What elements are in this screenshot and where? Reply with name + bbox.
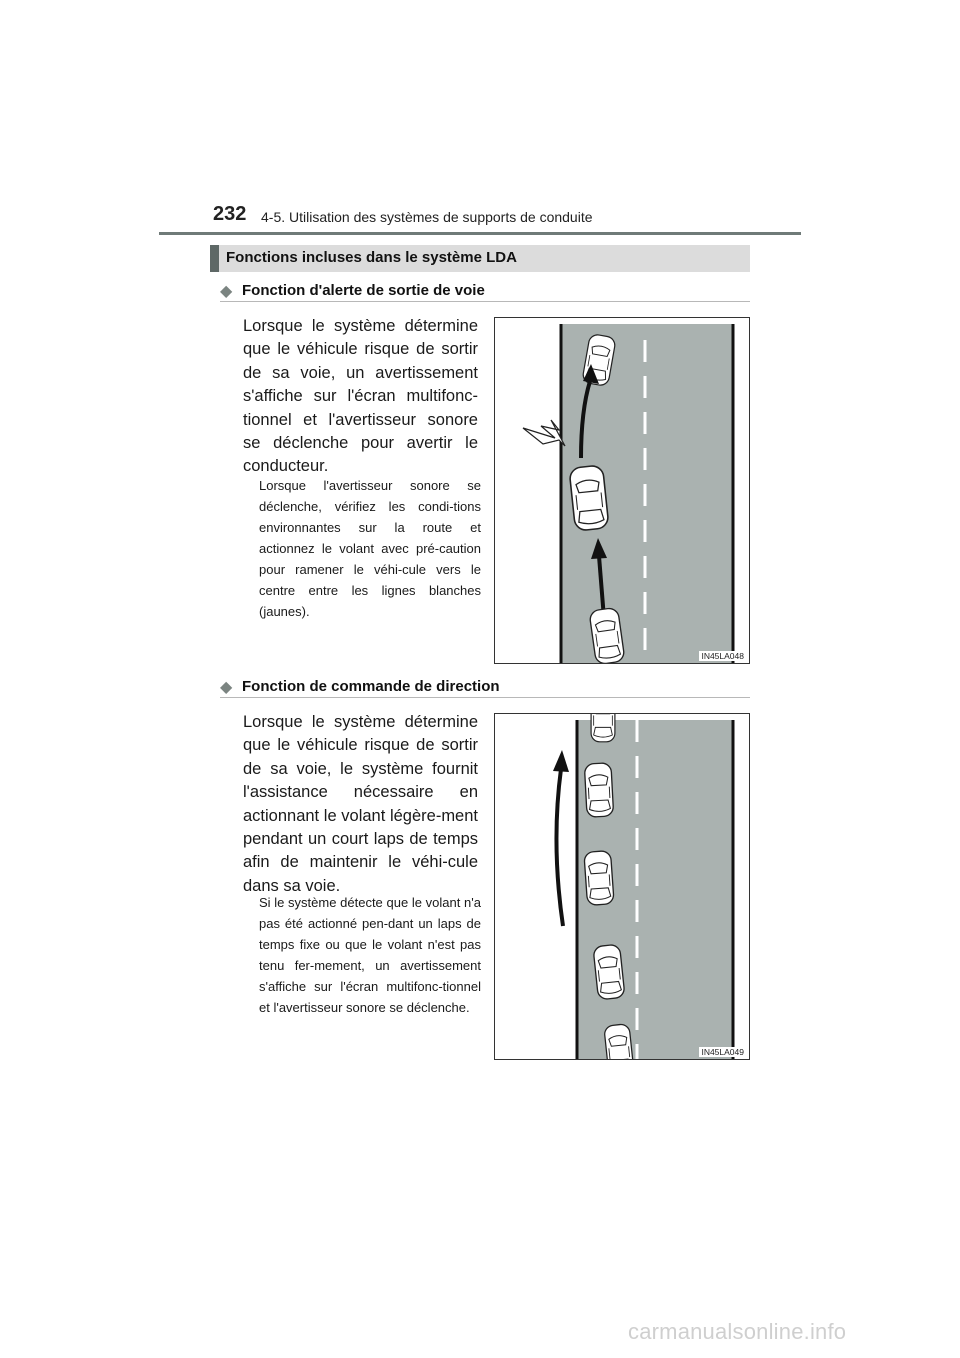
steering-control-body: Lorsque le système détermine que le véhicule risque de sortir de sa voie, le système fournit l'assistance nécessaire en actionnant le volant légère-ment pendant un court laps de temps afin de maintenir le véhi-cule dans sa voie. — [243, 713, 478, 895]
lane-departure-note: Lorsque l'avertisseur sonore se déclenche, vérifiez les condi-tions environnantes sur la route et actionnez le volant avec pré-caution pour ramener le véhi-cule vers le centre entre les lignes blanches (jaunes). — [259, 478, 481, 619]
subheading-lane-departure-alert — [220, 281, 750, 302]
page-number: 232 — [213, 203, 247, 225]
header-divider — [159, 232, 801, 235]
figure-code: IN45LA049 — [701, 1047, 744, 1057]
subheading-label: Fonction d'alerte de sortie de voie — [242, 282, 485, 299]
steering-arrow — [556, 769, 563, 926]
warning-sound-icon — [523, 420, 565, 446]
watermark: carmanualsonline.info — [628, 1319, 847, 1344]
diamond-bullet-icon: ◆ — [220, 679, 233, 696]
lane-departure-body: Lorsque le système détermine que le véhicule risque de sortir de sa voie, un avertissement s'affiche sur l'écran multifonc-tionnel et l'avertisseur sonore se déclenche pour avertir le conducteur. — [243, 317, 478, 476]
chapter-title: 4-5. Utilisation des systèmes de supports de conduite — [261, 209, 593, 225]
section-banner — [210, 245, 750, 272]
figure-code: IN45LA048 — [701, 651, 744, 661]
car-middle — [569, 465, 609, 531]
car-3 — [584, 851, 614, 906]
lane-departure-illustration — [495, 318, 749, 663]
figure-steering-control — [494, 713, 750, 1060]
steering-control-illustration — [495, 714, 749, 1059]
subheading-steering-control — [220, 677, 750, 698]
car-4 — [593, 944, 625, 1000]
steering-control-note: Si le système détecte que le volant n'a pas été actionné pen-dant un laps de temps fixe ou que le volant n'est pas tenu fer-mement, un avertissement s'affiche sur l'écran multifonc-tionnel et l'avertisseur sonore se déclenche. — [259, 895, 481, 1015]
figure-lane-departure-alert — [494, 317, 750, 664]
steering-arrow-head — [553, 750, 569, 772]
car-2 — [584, 763, 613, 818]
diamond-bullet-icon: ◆ — [220, 283, 233, 300]
car-1 — [591, 714, 615, 742]
subheading-label: Fonction de commande de direction — [242, 678, 500, 695]
section-title: Fonctions incluses dans le système LDA — [226, 249, 517, 266]
